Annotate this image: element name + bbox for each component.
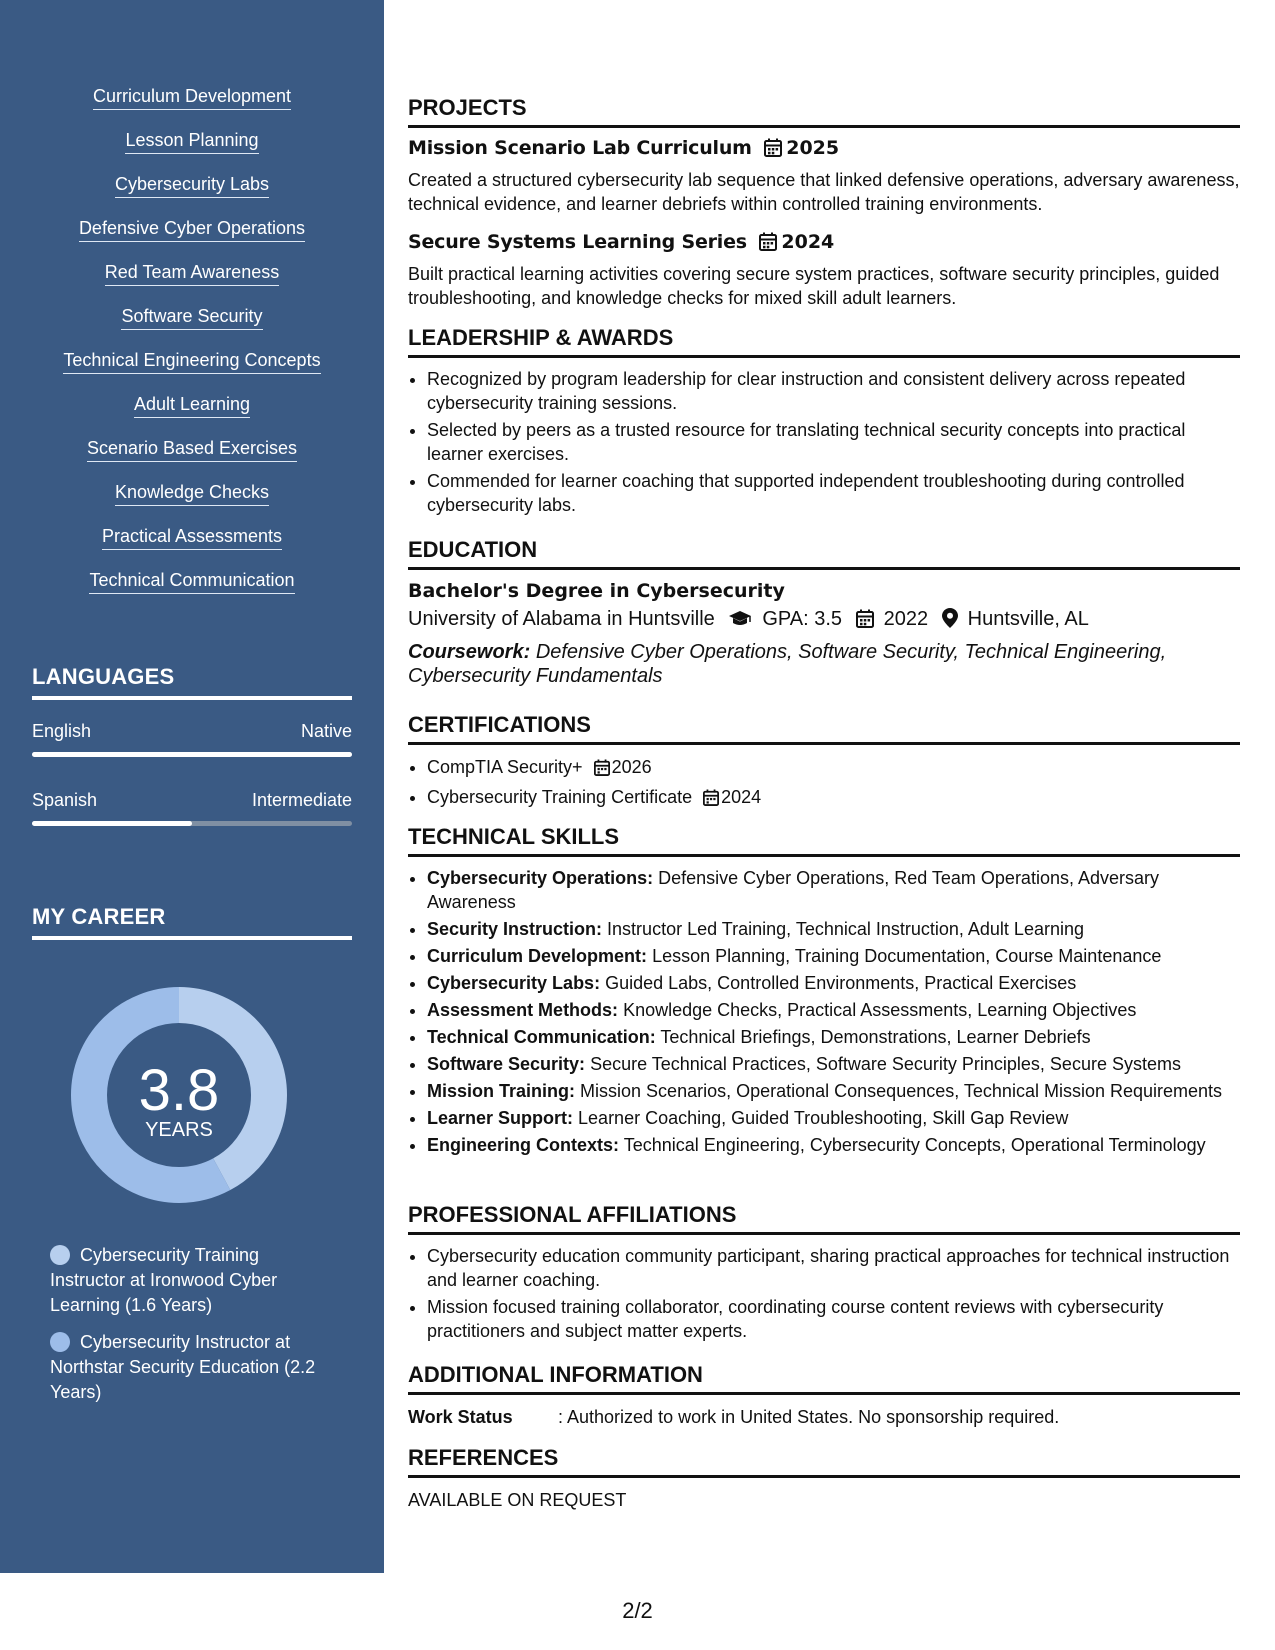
skill-values: Defensive Cyber Operations, Red Team Operations, Adversary Awareness bbox=[427, 868, 1159, 912]
skill-link[interactable]: Cybersecurity Labs bbox=[115, 174, 269, 198]
technical-skills-list bbox=[408, 866, 1240, 1160]
career-total-value: 3.8 bbox=[138, 1058, 220, 1123]
skill-values: Mission Scenarios, Operational Consequences, Technical Mission Requirements bbox=[580, 1081, 1223, 1101]
skill-link[interactable]: Technical Communication bbox=[89, 570, 294, 594]
skill-category: Learner Support: bbox=[427, 1108, 574, 1128]
skill-category: Engineering Contexts: bbox=[427, 1135, 620, 1155]
skill-item bbox=[427, 866, 1240, 914]
skill-link[interactable]: Red Team Awareness bbox=[105, 262, 279, 286]
skill-category: Technical Communication: bbox=[427, 1027, 656, 1047]
certifications-list bbox=[408, 755, 1240, 815]
skill-category: Security Instruction: bbox=[427, 919, 603, 939]
language-name: English bbox=[32, 721, 92, 741]
language-bar-english bbox=[32, 752, 352, 757]
skill-link[interactable]: Knowledge Checks bbox=[115, 482, 269, 506]
project-year: 2024 bbox=[781, 231, 835, 253]
career-legend-dot bbox=[50, 1245, 70, 1265]
affiliation-item: • Cybersecurity education community participant, sharing practical approaches for technical instruction and learner coaching. bbox=[427, 1244, 1240, 1292]
skill-values: Secure Technical Practices, Software Security Principles, Secure Systems bbox=[590, 1054, 1181, 1074]
technical-skills-heading: TECHNICAL SKILLS bbox=[408, 824, 1240, 857]
calendar-icon bbox=[594, 758, 610, 782]
skill-link[interactable]: Curriculum Development bbox=[93, 86, 291, 110]
skill-values: Technical Briefings, Demonstrations, Learner Debriefs bbox=[660, 1027, 1091, 1047]
project-item bbox=[408, 137, 1240, 216]
skill-item bbox=[427, 1133, 1240, 1157]
affiliation-item: • Mission focused training collaborator, coordinating course content reviews with cybersecurity practitioners and subject matter experts. bbox=[427, 1295, 1240, 1343]
certification-item bbox=[427, 785, 1240, 812]
graduation-cap-icon bbox=[728, 610, 752, 634]
project-title: Mission Scenario Lab Curriculum bbox=[408, 137, 752, 159]
language-row-english bbox=[32, 721, 352, 742]
project-title: Secure Systems Learning Series bbox=[408, 231, 747, 253]
sidebar bbox=[0, 0, 384, 1573]
languages-heading: LANGUAGES bbox=[32, 664, 352, 700]
career-heading: MY CAREER bbox=[32, 904, 352, 940]
skill-item bbox=[427, 971, 1240, 995]
career-legend-item bbox=[50, 1243, 320, 1318]
skill-item bbox=[427, 944, 1240, 968]
skill-item bbox=[427, 1025, 1240, 1049]
education-location: Huntsville, AL bbox=[967, 608, 1089, 630]
skill-category: Mission Training: bbox=[427, 1081, 576, 1101]
career-donut-chart bbox=[66, 982, 292, 1208]
projects-heading: PROJECTS bbox=[408, 95, 1240, 128]
language-row-spanish bbox=[32, 790, 352, 811]
leadership-item: • Selected by peers as a trusted resource for translating technical security concepts into practical learner exercises. bbox=[427, 418, 1240, 466]
affiliations-heading: PROFESSIONAL AFFILIATIONS bbox=[408, 1202, 1240, 1235]
skill-values: Learner Coaching, Guided Troubleshooting, Skill Gap Review bbox=[578, 1108, 1069, 1128]
skill-item bbox=[427, 998, 1240, 1022]
certification-name: CompTIA Security+ bbox=[427, 757, 583, 777]
references-heading: REFERENCES bbox=[408, 1445, 1240, 1478]
calendar-icon bbox=[703, 788, 719, 812]
skill-category: Curriculum Development: bbox=[427, 946, 648, 966]
skill-item bbox=[427, 1106, 1240, 1130]
career-legend-label: Cybersecurity Training Instructor at Ironwood Cyber Learning (1.6 Years) bbox=[50, 1245, 278, 1315]
language-level: Native bbox=[300, 721, 352, 741]
education-school: University of Alabama in Huntsville bbox=[408, 608, 715, 630]
certification-year: 2026 bbox=[611, 757, 652, 777]
language-bar-fill bbox=[32, 752, 352, 757]
coursework-label: Coursework: bbox=[408, 641, 531, 663]
work-status-value: : Authorized to work in United States. No sponsorship required. bbox=[558, 1407, 1060, 1427]
project-year: 2025 bbox=[786, 137, 840, 159]
education-entry bbox=[408, 580, 1240, 688]
skill-category: Software Security: bbox=[427, 1054, 586, 1074]
language-bar-fill bbox=[32, 821, 192, 826]
education-heading: EDUCATION bbox=[408, 537, 1240, 570]
certification-item bbox=[427, 755, 1240, 782]
additional-info-heading: ADDITIONAL INFORMATION bbox=[408, 1362, 1240, 1395]
career-legend-dot bbox=[50, 1332, 70, 1352]
language-level: Intermediate bbox=[251, 790, 352, 810]
work-status-label: Work Status bbox=[408, 1407, 513, 1427]
location-pin-icon bbox=[942, 608, 958, 634]
skill-link[interactable]: Adult Learning bbox=[134, 394, 250, 418]
skill-item bbox=[427, 917, 1240, 941]
calendar-icon bbox=[856, 609, 874, 634]
education-gpa: GPA: 3.5 bbox=[762, 608, 843, 630]
skill-link[interactable]: Technical Engineering Concepts bbox=[63, 350, 320, 374]
language-name: Spanish bbox=[32, 790, 98, 810]
skill-category: Assessment Methods: bbox=[427, 1000, 619, 1020]
certifications-heading: CERTIFICATIONS bbox=[408, 712, 1240, 745]
skill-category: Cybersecurity Operations: bbox=[427, 868, 654, 888]
skill-values: Technical Engineering, Cybersecurity Concepts, Operational Terminology bbox=[623, 1135, 1206, 1155]
certification-name: Cybersecurity Training Certificate bbox=[427, 787, 693, 807]
leadership-item: • Commended for learner coaching that supported independent troubleshooting during controlled cybersecurity labs. bbox=[427, 469, 1240, 517]
calendar-icon bbox=[759, 232, 777, 256]
skill-values: Guided Labs, Controlled Environments, Practical Exercises bbox=[605, 973, 1077, 993]
skill-link[interactable]: Lesson Planning bbox=[125, 130, 258, 154]
education-coursework bbox=[408, 640, 1240, 688]
skill-link[interactable]: Software Security bbox=[121, 306, 262, 330]
skill-values: Instructor Led Training, Technical Instruction, Adult Learning bbox=[607, 919, 1084, 939]
references-text: AVAILABLE ON REQUEST bbox=[408, 1490, 627, 1510]
skill-category: Cybersecurity Labs: bbox=[427, 973, 601, 993]
skill-item bbox=[427, 1079, 1240, 1103]
language-bar-spanish bbox=[32, 821, 352, 826]
coursework-text: Defensive Cyber Operations, Software Security, Technical Engineering, Cybersecurity Fundamentals bbox=[408, 641, 1167, 687]
affiliations-list bbox=[408, 1244, 1240, 1346]
calendar-icon bbox=[764, 138, 782, 162]
skill-values: Lesson Planning, Training Documentation, Course Maintenance bbox=[652, 946, 1162, 966]
leadership-item: • Recognized by program leadership for clear instruction and consistent delivery across repeated cybersecurity training sessions. bbox=[427, 367, 1240, 415]
skill-item bbox=[427, 1052, 1240, 1076]
project-description: Built practical learning activities covering secure system practices, software security principles, guided troubleshooting, and knowledge checks for mixed skill adult learners. bbox=[408, 264, 1220, 308]
skill-link[interactable]: Defensive Cyber Operations bbox=[79, 218, 305, 242]
skill-link[interactable]: Practical Assessments bbox=[102, 526, 282, 550]
leadership-list bbox=[408, 367, 1240, 520]
education-details bbox=[408, 608, 1240, 634]
career-total-unit: YEARS bbox=[145, 1119, 213, 1141]
education-degree: Bachelor's Degree in Cybersecurity bbox=[408, 580, 785, 602]
leadership-heading: LEADERSHIP & AWARDS bbox=[408, 325, 1240, 358]
certification-year: 2024 bbox=[721, 787, 762, 807]
career-donut-svg bbox=[66, 982, 292, 1208]
project-description: Created a structured cybersecurity lab sequence that linked defensive operations, adversary awareness, technical evidence, and learner debriefs within controlled training environments. bbox=[408, 170, 1240, 214]
work-status-row bbox=[408, 1405, 1240, 1429]
project-item bbox=[408, 231, 1240, 310]
skill-link[interactable]: Scenario Based Exercises bbox=[87, 438, 297, 462]
career-legend-label: Cybersecurity Instructor at Northstar Security Education (2.2 Years) bbox=[50, 1332, 316, 1402]
career-legend-item bbox=[50, 1330, 320, 1405]
skills-list bbox=[0, 86, 384, 614]
education-year: 2022 bbox=[883, 608, 929, 630]
page-number: 2/2 bbox=[622, 1598, 653, 1623]
skill-values: Knowledge Checks, Practical Assessments, Learning Objectives bbox=[623, 1000, 1137, 1020]
